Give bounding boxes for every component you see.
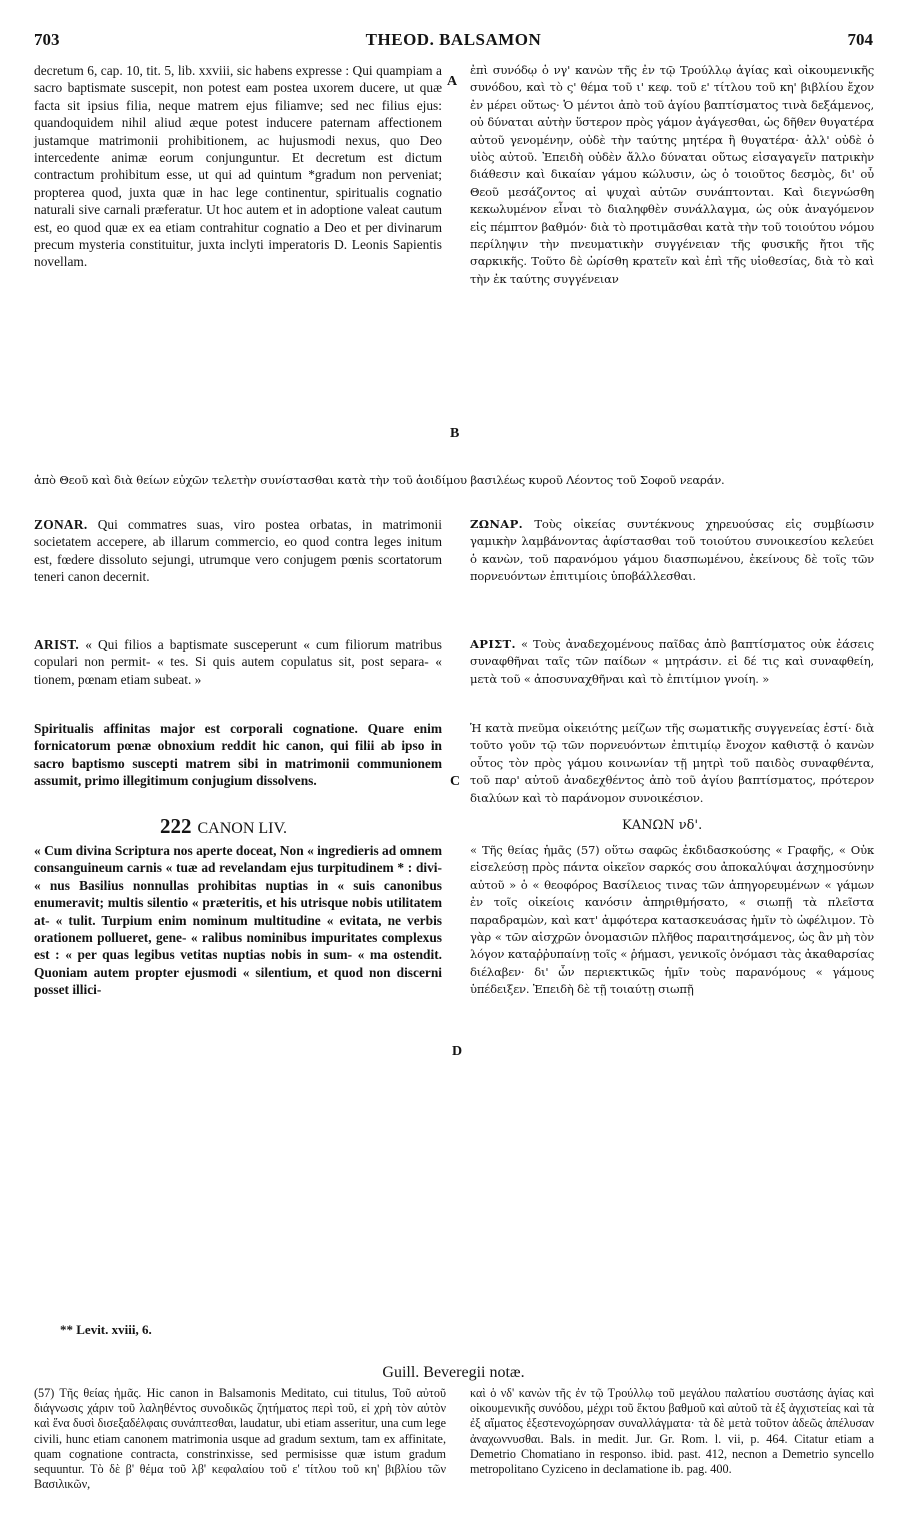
zonaras-latin bbox=[34, 516, 442, 586]
zonaras-greek-text: Τοὺς οἰκείας συντέκνους χηρευούσας εἰς συμβίωσιν γαμικὴν λαμβάνοντας ἀφίστασθαι τοῦ τοιούτου συνοικεσίου κελεύει ὁ κανὼν, τοῦ παρανόμου γάμου διασπωμένου, ἐκείνους δὲ τοῖς τῶν πορνευόντων ἐπιτιμίοις ὑποβάλλεσθαι. bbox=[470, 517, 874, 584]
aristenus-greek-text: « Τοὺς ἀναδεχομένους παῖδας ἀπὸ βαπτίσματος οὐκ ἐάσεις συναφθῆναι ταῖς τῶν παίδων « μητράσιν. εἰ δέ τις καὶ συναφθείη, μετὰ τοῦ « ἀποσυναχθῆναι καὶ τὸ ἐπιτίμιον γνοίη. » bbox=[470, 637, 874, 686]
canon-latin bbox=[34, 842, 442, 999]
greek-column-top bbox=[470, 62, 874, 288]
zonaras-siglum-latin: ZONAR. bbox=[34, 517, 88, 532]
balsamon-latin bbox=[34, 720, 442, 790]
margin-marker-b: B bbox=[450, 426, 460, 441]
greek-wide-line bbox=[34, 472, 874, 489]
canon-latin-text: « Cum divina Scriptura nos aperte doceat, Non « ingredieris ad omnem consanguineum carnis « tuæ ad revelandam ejus turpitudinem * : divi- « nus Basilius nonnullas prohibitas nuptias in « suis canonibus enumeravit; multis silentio « præteritis, et his utrisque nobis utilitatem at- « tulit. Turpium enim nominum multitudine « evitata, ne verbis orationem pollueret, gene- « ralibus nominibus impuritates complexus est : « per quas legibus vetitas nuptias nobis in sum- « ma ostendit. Quoniam autem propter ejusmodi « silentium, et quod non discerni posset illici- bbox=[34, 843, 442, 998]
notes-heading: Guill. Beveregii notæ. bbox=[382, 1364, 525, 1381]
latin-column-top bbox=[34, 62, 442, 271]
aristenus-siglum-greek: ΑΡΙΣΤ. bbox=[470, 637, 516, 651]
margin-marker-c: C bbox=[450, 774, 461, 789]
running-header bbox=[34, 30, 873, 52]
canon-title-latin: CANON LIV. bbox=[197, 820, 287, 837]
zonaras-latin-text: Qui commatres suas, viro postea orbatas, in matrimonii societatem accepere, ab illarum commercio, eo quod contra leges initum est, fœdere dissoluto sejungi, utrumque vero conjugem pœnis scortatorum teneri canon decernit. bbox=[34, 517, 442, 585]
aristenus-siglum-latin: ARIST. bbox=[34, 637, 80, 652]
footnote: ** Levit. xviii, 6. bbox=[60, 1322, 152, 1337]
greek-decree-text: ἐπὶ συνόδῳ ὁ νγ' κανὼν τῆς ἐν τῷ Τρούλλῳ ἁγίας καὶ οἰκουμενικῆς συνόδου, καὶ τὸ ς' θέμα τοῦ ι' κεφ. τοῦ ε' τίτλου τοῦ κη' βιβλίου ἔχον ἐν μέρει οὕτως· Ὁ μέντοι ἀπὸ τοῦ ἁγίου βαπτίσματος τινὰ δεξάμενος, οὐ δύναται αὐτὴν ὕστερον πρὸς γάμον ἀγάγεσθαι, ὡς δῆθεν θυγατέρα αὐτοῦ γενομένην, οὐδὲ τὴν ταύτης μητέρα ἢ θυγατέρα· ἀλλ' οὐδὲ ὁ υἱὸς αὐτοῦ. Ἐπειδὴ οὐδὲν ἄλλο δύναται οὕτως εἰσαγαγεῖν πατρικὴν διάθεσιν καὶ δικαίαν γάμου κώλυσιν, ὡς ὁ τοιοῦτος δεσμὸς, δι' οὗ Θεοῦ μεσάζοντος αἱ ψυχαὶ αὐτῶν συνάπτονται. Καὶ διεγνώσθη κεκωλυμένον εἶναι τὸ διαληφθὲν συνάλλαγμα, ὡς οὐκ ἀναγόμενον εἰς πέμπτον βαθμόν· διὰ τὸ προτιμᾶσθαι κατὰ τὴν τοῦ τοιούτου νόμου περίληψιν τὴν πνευματικὴν συγγένειαν τῆς φυσικῆς ἤτοι τῆς σαρκικῆς. Τοῦτο δὲ ὡρίσθη κρατεῖν καὶ ἐπὶ τῆς υἱοθεσίας, διὰ τὸ καὶ τὴν ἐκ ταύτης συγγένειαν bbox=[470, 63, 874, 286]
notes-left-text: (57) Τῆς θείας ἡμᾶς. Hic canon in Balsamonis Meditato, cui titulus, Τοῦ αὐτοῦ διάγνωσις χάριν τοῦ λαληθέντος συνοδικῶς ζητήματος περὶ τοῦ, εἰ χρὴ τὸν αὐτὸν καὶ ἕνα δυσὶ δισεξαδέλφαις συνάπτεσθαι, laudatur, ubi etiam asseritur, una cum lege civili, hunc etiam canonem matrimonia usque ad gradum sextum, tam ex affinitate, quam cognatione contracta, constrinxisse, sed permisisse quæ istum gradum sequuntur. Τὸ δὲ β' θέμα τοῦ λβ' κεφαλαίου τοῦ ε' τίτλου τοῦ κη' βιβλίου τῶν Βασιλικῶν, bbox=[34, 1386, 446, 1492]
greek-wide-text: ἀπὸ Θεοῦ καὶ διὰ θείων εὐχῶν τελετὴν συνίστασθαι κατὰ τὴν τοῦ ἀοιδίμου βασιλέως κυροῦ Λέοντος τοῦ Σοφοῦ νεαράν. bbox=[34, 473, 725, 487]
balsamon-latin-text: Spiritualis affinitas major est corporali cognatione. Quare enim fornicatorum pœnæ obnoxium reddit hic canon, qui filii ab ipso in sacro baptismo suscepti matrem sibi in matrimonii communionem assumit, primo illegitimum conjugium dissolvens. bbox=[34, 721, 442, 789]
margin-marker-d: D bbox=[452, 1044, 463, 1059]
canon-serial-number: 222 bbox=[160, 814, 192, 838]
notes-left-column bbox=[34, 1386, 446, 1492]
balsamon-greek bbox=[470, 720, 874, 807]
zonaras-siglum-greek: ΖΩΝΑΡ. bbox=[470, 517, 523, 531]
aristenus-latin-text: « Qui filios a baptismate susceperunt « cum filiorum matribus copulari non permit- « tes. Si quis autem copulatus sit, post separa- « tionem, pœnam etiam subeat. » bbox=[34, 637, 442, 687]
notes-right-text: καὶ ὁ νδ' κανὼν τῆς ἐν τῷ Τρούλλῳ τοῦ μεγάλου παλατίου συστάσης ἁγίας καὶ οἰκουμενικῆς συνόδου, μέχρι τοῦ ἕκτου βαθμοῦ καὶ αὐτοῦ τὰ ἐξ ἀγχιστείας καὶ τὰ ἐξ αἵματος ἐξεστενοχώρησαν συναλλάγματα· τὰ δὲ μετὰ τοῦτον ἀδεῶς ἀπέλυσαν ἀναχωννυσθαι. Bals. in medit. Jur. Gr. Rom. l. vii, p. 464. Citatur etiam a Demetrio Chomatiano in responso. ibid. past. 412, necnon a Demetrio syncello metropolitano Cyziceno in declamatione ib. pag. 400. bbox=[470, 1386, 874, 1477]
zonaras-greek bbox=[470, 516, 874, 586]
aristenus-greek bbox=[470, 636, 874, 688]
page-number-right: 704 bbox=[847, 30, 873, 49]
latin-decree-text: decretum 6, cap. 10, tit. 5, lib. xxviii, sic habens expresse : Qui quampiam a sacro baptismate suscepit, non potest eam postea uxorem ducere, ut quæ facta sit ipsius filia, neque matrem ejus filiamve; sed nec filius ejus: quandoquidem nihil aliud æque potest inducere paternam affectionem justamque matrimonii prohibitionem, ac hujusmodi nexus, quo Deo intercedente animæ eorum conjunguntur. Et decretum est dictum contractum prohibitum esse, ut qui ad quintum *gradum non perveniat; propterea quod, juxta quæ in hac lege continentur, spiritualis cognatio naturali sive carnali præferatur. Ut hoc autem et in adoptione valeat cautum est, eo quod quæ ex ea etiam contrahitur cognatio a Deo et per divinarum precum mysteria constituitur, juxta inclyti imperatoris D. Leonis Sapientis novellam. bbox=[34, 63, 442, 270]
notes-right-column bbox=[470, 1386, 874, 1477]
page-number-left: 703 bbox=[34, 30, 60, 49]
canon-greek bbox=[470, 842, 874, 999]
canon-heading-greek: ΚΑΝΩΝ νδ'. bbox=[622, 818, 703, 833]
canon-greek-text: « Τῆς θείας ἡμᾶς (57) οὕτω σαφῶς ἐκδιδασκούσης « Γραφῆς, « Οὐκ εἰσελεύσῃ πρὸς πάντα οἰκεῖον σαρκός σου ἀποκαλύψαι ἀσχημοσύνην αὐτοῦ » ὁ « θεοφόρος Βασίλειος τινας τῶν ἀπηγορευμένων « γάμων ἐν τοῖς οἰκείοις κανόσιν ἀπηριθμήσατο, « σιωπῇ τὰ πλεῖστα παραδραμὼν, καὶ κατ' ἀμφότερα κατασκευάσας ἡμῖν τὸ ὠφέλιμον. Τὸ γὰρ « τῶν αἰσχρῶν ὀνομασιῶν πλῆθος παραιτησάμενος, ὡς ἂν μὴ τὸν λόγον καταῤῥυπαίνῃ τοῖς « ῥήμασι, γενικοῖς ὀνόμασι τὰς ἀκαθαρσίας διέλαβεν· δι' ὧν περιεκτικῶς ἡμῖν τοὺς παρανόμους « γάμους ὑπέδειξεν. Ἐπειδὴ δὲ τῇ τοιαύτῃ σιωπῇ bbox=[470, 843, 874, 997]
canon-heading-latin bbox=[160, 814, 287, 839]
balsamon-greek-text: Ἡ κατὰ πνεῦμα οἰκειότης μείζων τῆς σωματικῆς συγγενείας ἐστί· διὰ τοῦτο γοῦν τῷ τῶν πορνευόντων ἐπιτιμίῳ ἔνοχον καθιστᾷ ὁ κανὼν οὗτος τὸν πρὸς γάμου κοινωνίαν τῇ μητρὶ τοῦ παιδὸς συναφθέντα, τοῦ παρ' αὐτοῦ ἀναδεχθέντος ἀπὸ τοῦ ἁγίου βαπτίσματος, πρότερον διαλύων καὶ τὸ παράνομον συνοικέσιον. bbox=[470, 721, 874, 805]
running-title: THEOD. BALSAMON bbox=[365, 30, 542, 49]
margin-marker-a: A bbox=[447, 74, 458, 89]
aristenus-latin bbox=[34, 636, 442, 688]
